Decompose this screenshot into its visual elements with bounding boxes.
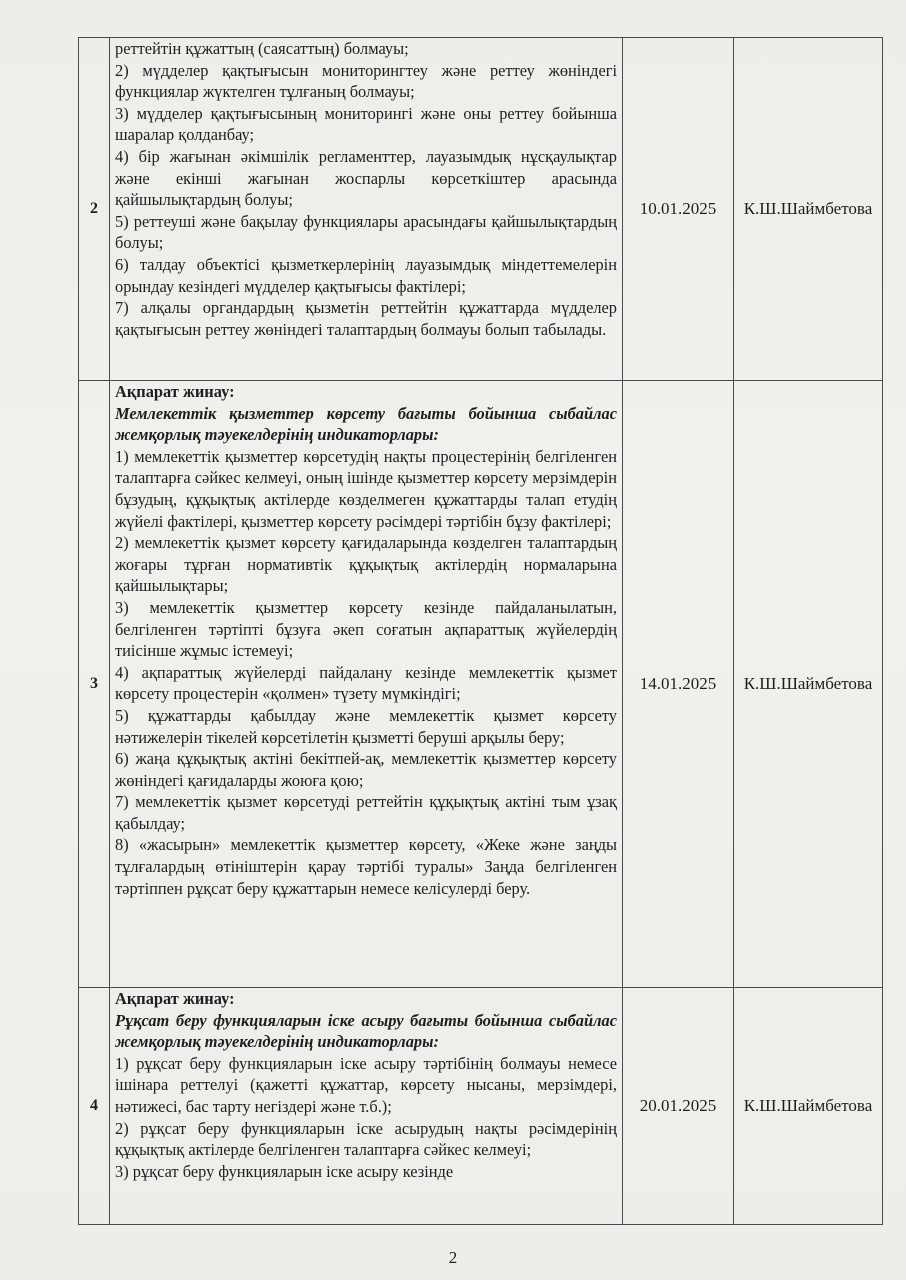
list-item: 2) рұқсат беру функцияларын іске асырудың нақты рәсімдерінің құқықтық актілерде белгіленген талаптарға сәйкес келмеуі; bbox=[115, 1118, 617, 1160]
row-number: 4 bbox=[79, 988, 110, 1225]
list-item: 2) мүдделер қақтығысын мониторингтеу және реттеу жөніндегі функциялар жүктелген тұлғаның болмауы; bbox=[115, 60, 617, 102]
row-date: 14.01.2025 bbox=[623, 381, 734, 988]
plan-table bbox=[78, 37, 883, 1225]
row-date: 10.01.2025 bbox=[623, 38, 734, 381]
table-row bbox=[79, 38, 883, 381]
list-item: 8) «жасырын» мемлекеттік қызметтер көрсету, «Жеке және заңды тұлғалардың өтініштерін қарау тәртібі туралы» Заңда белгіленген тәртіппен рұқсат беру құжаттарын немесе келісулерді беру. bbox=[115, 835, 617, 898]
section-subheading: Рұқсат беру функцияларын іске асыру бағыты бойынша сыбайлас жемқорлық тәуекелдерінің индикаторлары: bbox=[115, 1010, 617, 1052]
list-item: 6) жаңа құқықтық актіні бекітпей-ақ, мемлекеттік қызметтер көрсету жөніндегі қағидаларды жоюға қою; bbox=[115, 749, 617, 790]
list-item: 3) мемлекеттік қызметтер көрсету кезінде пайдаланылатын, белгіленген тәртіпті бұзуға әкеп соғатын ақпараттық жүйелердің тиісінше жұмыс істемеуі; bbox=[115, 597, 617, 661]
list-item: 2) мемлекеттік қызмет көрсету қағидаларында көзделген талаптардың жоғары тұрған нормативтік құқықтық актілердің нормаларына қайшылықтары; bbox=[115, 533, 617, 596]
page-number: 2 bbox=[448, 1248, 458, 1267]
list-item: 7) алқалы органдардың қызметін реттейтін құжаттарда мүдделер қақтығысын реттеу жөніндегі талаптардың болмауы болып табылады. bbox=[115, 298, 617, 339]
list-item: реттейтін құжаттың (саясаттың) болмауы; bbox=[115, 39, 409, 58]
table-row bbox=[79, 988, 883, 1225]
row-content bbox=[110, 988, 623, 1225]
section-heading: Ақпарат жинау: bbox=[115, 989, 235, 1008]
row-number: 3 bbox=[79, 381, 110, 988]
table-row bbox=[79, 381, 883, 988]
section-subheading: Мемлекеттік қызметтер көрсету бағыты бойынша сыбайлас жемқорлық тәуекелдерінің индикаторлары: bbox=[115, 403, 617, 445]
list-item: 6) талдау объектісі қызметкерлерінің лауазымдық міндеттемелерін орындау кезіндегі мүдделер қақтығысы фактілері; bbox=[115, 254, 617, 296]
list-item: 1) рұқсат беру функцияларын іске асыру тәртібінің болмауы немесе ішінара реттелуі (қажетті құжаттар, көрсету нысаны, мерзімдері, нәтижесі, бас тарту негіздері және т.б.); bbox=[115, 1053, 617, 1116]
list-item: 5) құжаттарды қабылдау және мемлекеттік қызмет көрсету нәтижелерін тікелей көрсетілетін қызметті беруші арқылы беру; bbox=[115, 705, 617, 747]
list-item: 3) мүдделер қақтығысының мониторингі және оны реттеу бойынша шаралар қолданбау; bbox=[115, 103, 617, 145]
list-item: 3) рұқсат беру функцияларын іске асыру кезінде bbox=[115, 1161, 454, 1181]
list-item: 4) бір жағынан әкімшілік регламенттер, лауазымдық нұсқаулықтар және екінші жағынан жоспарлы көрсеткіштер арасында қайшылықтардың болуы; bbox=[115, 146, 617, 210]
list-item: 1) мемлекеттік қызметтер көрсетудің нақты процестерінің белгіленген талаптарға сәйкес келмеуі, оның ішінде қызметтер көрсету мерзімдерін бұзудың, құқықтық актілерде көзделмеген құжаттарды талап етудің жүйелі фактілері, қызметтер көрсету рәсімдері тәртібін бұзу фактілері; bbox=[115, 446, 617, 531]
section-heading: Ақпарат жинау: bbox=[115, 382, 235, 401]
list-item: 7) мемлекеттік қызмет көрсетуді реттейтін құқықтық актіні тым ұзақ қабылдау; bbox=[115, 792, 617, 833]
row-responsible: К.Ш.Шаймбетова bbox=[734, 38, 883, 381]
list-item: 4) ақпараттық жүйелерді пайдалану кезінде мемлекеттік қызмет көрсету процестерін «қолмен» түзету мүмкіндігі; bbox=[115, 662, 617, 704]
row-responsible: К.Ш.Шаймбетова bbox=[734, 381, 883, 988]
row-date: 20.01.2025 bbox=[623, 988, 734, 1225]
row-responsible: К.Ш.Шаймбетова bbox=[734, 988, 883, 1225]
row-content bbox=[110, 381, 623, 988]
list-item: 5) реттеуші және бақылау функциялары арасындағы қайшылықтардың болуы; bbox=[115, 211, 617, 253]
row-number: 2 bbox=[79, 38, 110, 381]
row-content bbox=[110, 38, 623, 381]
